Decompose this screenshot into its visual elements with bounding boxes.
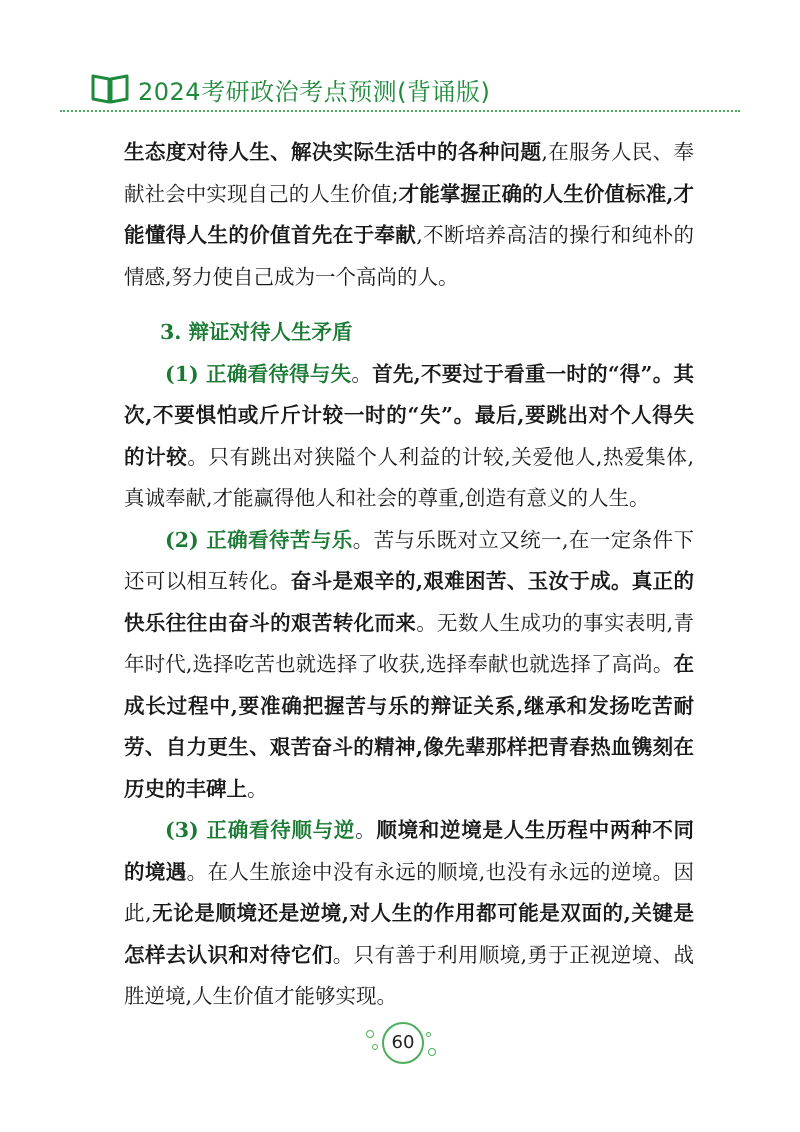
text: 。 bbox=[247, 776, 268, 801]
text: ,在服务人民、奉献社会中实现自己的人生价值; bbox=[124, 140, 694, 206]
text: 。 bbox=[355, 818, 377, 842]
header-divider bbox=[60, 110, 740, 112]
decorative-dot bbox=[426, 1032, 431, 1037]
section-heading: 3. 辩证对待人生矛盾 bbox=[160, 320, 353, 344]
paragraph-adversity bbox=[124, 810, 694, 1018]
subheading: (1) 正确看待得与失 bbox=[165, 361, 352, 386]
bold-text: 首先,不要过于看重一时的“得”。其次,不要惧怕或斤斤计较一时的“失”。最后,要跳出对个人得失的计较 bbox=[124, 361, 694, 469]
bold-text: 在成长过程中,要准确把握苦与乐的辩证关系,继承和发扬吃苦耐劳、自力更生、艰苦奋斗的精神,像先辈那样把青春热血镌刻在历史的丰碑上 bbox=[124, 652, 694, 801]
header-title: 2024考研政治考点预测(背诵版) bbox=[138, 78, 491, 106]
decorative-dot bbox=[372, 1044, 378, 1050]
decorative-dot bbox=[366, 1030, 374, 1038]
decorative-dot bbox=[428, 1048, 436, 1056]
bold-text: 才能掌握正确的人生价值标准,才能懂得人生的价值首先在于奉献 bbox=[124, 181, 694, 247]
text: 。只有善于利用顺境,勇于正视逆境、战胜逆境,人生价值才能够实现。 bbox=[124, 942, 695, 1008]
text: 。苦与乐既对立又统一,在一定条件下还可以相互转化。 bbox=[124, 527, 694, 593]
paragraph-continuation bbox=[124, 132, 694, 298]
subheading: (2) 正确看待苦与乐 bbox=[165, 527, 353, 552]
text: 。只有跳出对狭隘个人利益的计较,关爱他人,热爱集体,真诚奉献,才能赢得他人和社会的尊重,创造有意义的人生。 bbox=[124, 444, 694, 510]
subheading: (3) 正确看待顺与逆 bbox=[165, 818, 356, 842]
text: 。在人生旅途中没有永远的顺境,也没有永远的逆境。因此, bbox=[124, 859, 694, 925]
bold-text: 无论是顺境还是逆境,对人生的作用都可能是双面的,关键是怎样去认识和对待它们 bbox=[124, 901, 694, 967]
bold-text: 奋斗是艰辛的,艰难困苦、玉汝于成。真正的快乐往往由奋斗的艰苦转化而来 bbox=[124, 569, 695, 635]
book-icon bbox=[90, 72, 130, 104]
page-number-badge bbox=[360, 1018, 450, 1068]
paragraph-gain-loss bbox=[124, 354, 694, 520]
bold-text: 顺境和逆境是人生历程中两种不同的境遇 bbox=[124, 818, 695, 884]
page-number: 60 bbox=[382, 1022, 424, 1064]
text: 。无数人生成功的事实表明,青年时代,选择吃苦也就选择了收获,选择奉献也就选择了高尚。 bbox=[124, 610, 695, 676]
bold-text: 生态度对待人生、解决实际生活中的各种问题 bbox=[124, 140, 542, 164]
text: 。 bbox=[351, 361, 373, 386]
page-content bbox=[124, 132, 694, 1018]
text: ,不断培养高洁的操行和纯朴的情感,努力使自己成为一个高尚的人。 bbox=[124, 223, 695, 289]
paragraph-bitter-joy bbox=[124, 520, 694, 811]
